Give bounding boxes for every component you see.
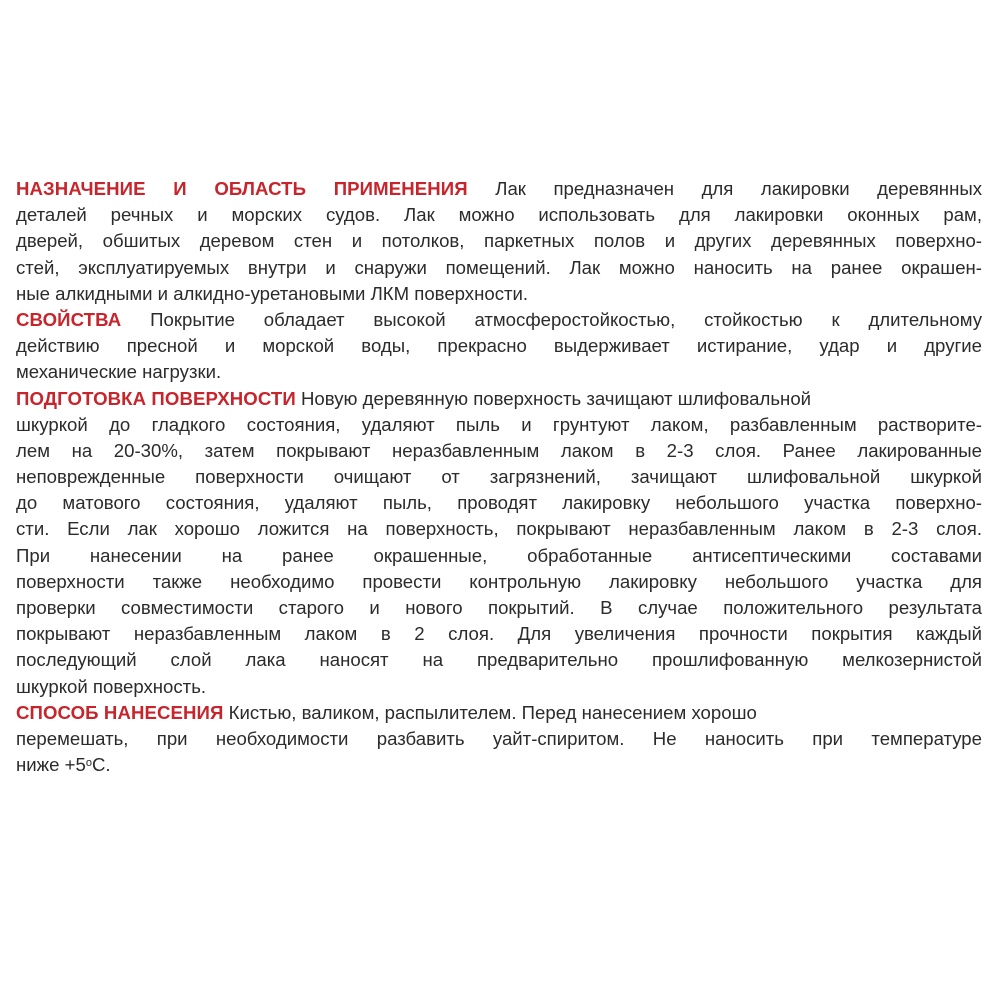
text-line: поверхности также необходимо провести контрольную лакировку небольшого участка для: [16, 570, 982, 592]
text-run: Новую деревянную поверхность зачищают шлифовальной: [295, 387, 812, 409]
text-line: [16, 307, 982, 333]
text-line: последующий слой лака наносят на предварительно прошлифованную мелкозернистой: [16, 649, 982, 671]
text-line: стей, эксплуатируемых внутри и снаружи помещений. Лак можно наносить на ранее окрашен-: [16, 256, 982, 278]
text-run: С.: [91, 754, 111, 776]
section-heading: ПОДГОТОВКА ПОВЕРХНОСТИ: [16, 387, 296, 409]
text-run: Покрытие обладает высокой атмосферостойкостью, стойкостью к длительному: [121, 308, 982, 330]
text-line: деталей речных и морских судов. Лак можно использовать для лакировки оконных рам,: [16, 204, 982, 226]
text-line: сти. Если лак хорошо ложится на поверхность, покрывают неразбавленным лаком в 2-3 слоя.: [16, 518, 982, 540]
section-heading: НАЗНАЧЕНИЕ И ОБЛАСТЬ ПРИМЕНЕНИЯ: [16, 178, 468, 199]
text-line: [16, 752, 982, 778]
text-line: до матового состояния, удаляют пыль, проводят лакировку небольшого участка поверхно-: [16, 492, 982, 514]
text-line: шкуркой до гладкого состояния, удаляют пыль и грунтуют лаком, разбавленным растворите-: [16, 413, 982, 435]
text-line: покрывают неразбавленным лаком в 2 слоя. Для увеличения прочности покрытия каждый: [16, 623, 982, 645]
section-application-method: [16, 700, 982, 779]
text-line: ные алкидными и алкидно-уретановыми ЛКМ поверхности.: [16, 282, 529, 304]
text-line: [16, 386, 982, 412]
section-surface-preparation: [16, 386, 982, 700]
section-purpose: [16, 176, 982, 307]
degree-superscript: о: [85, 757, 92, 770]
text-run: ниже +5: [16, 754, 86, 776]
text-line: шкуркой поверхность.: [16, 675, 207, 697]
text-line: При нанесении на ранее окрашенные, обработанные антисептическими составами: [16, 544, 982, 566]
text-line: [16, 176, 982, 202]
text-run: Кистью, валиком, распылителем. Перед нанесением хорошо: [223, 701, 757, 723]
section-heading: СВОЙСТВА: [16, 308, 122, 330]
text-run: Лак предназначен для лакировки деревянных: [467, 178, 982, 199]
text-line: лем на 20-30%, затем покрывают неразбавленным лаком в 2-3 слоя. Ранее лакированные: [16, 439, 982, 461]
instructions-document: [16, 176, 982, 778]
text-line: проверки совместимости старого и нового покрытий. В случае положительного результата: [16, 597, 982, 618]
text-line: перемешать, при необходимости разбавить уайт-спиритом. Не наносить при температуре: [16, 727, 982, 749]
text-line: [16, 700, 982, 726]
text-line: механические нагрузки.: [16, 361, 222, 383]
section-properties: [16, 307, 982, 386]
section-heading: СПОСОБ НАНЕСЕНИЯ: [16, 701, 224, 723]
text-line: неповрежденные поверхности очищают от загрязнений, зачищают шлифовальной шкуркой: [16, 466, 982, 488]
text-line: действию пресной и морской воды, прекрасно выдерживает истирание, удар и другие: [16, 335, 982, 357]
text-line: дверей, обшитых деревом стен и потолков, паркетных полов и других деревянных поверхно-: [16, 230, 982, 252]
